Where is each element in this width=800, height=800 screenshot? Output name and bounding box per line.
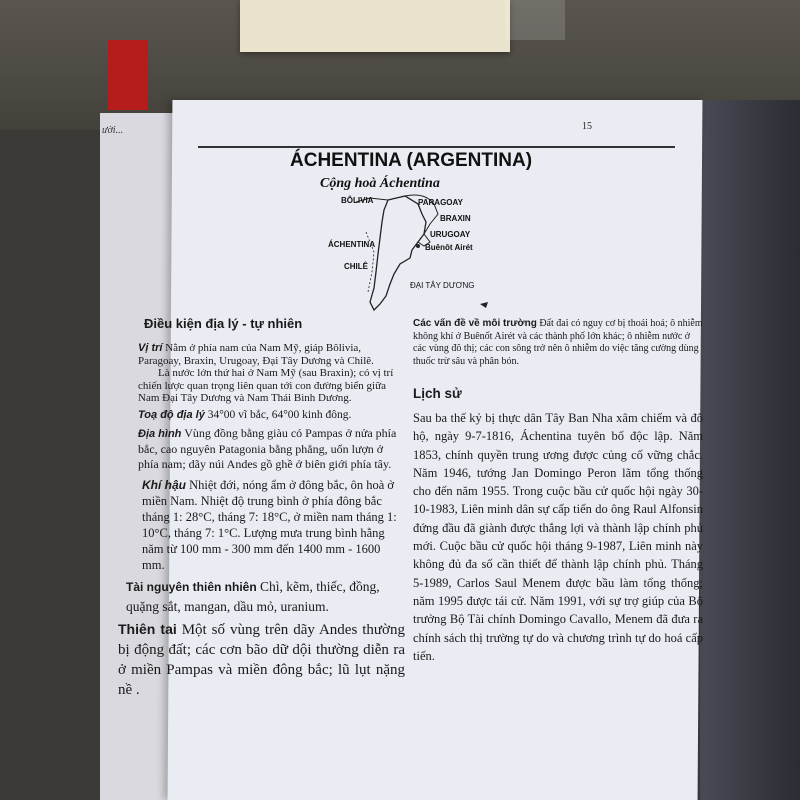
khihau-text: Nhiệt đới, nóng ẩm ở đông bắc, ôn hoà ở miền Nam. Nhiệt độ trung bình ở phía đông bắc tháng 1: 28°C, tháng 7: 18°C, ở miền nam tháng 1: 10°C, tháng 7: 1°C. Lượng mưa trung bình hằng năm từ 100 mm - 300 mm đến 1400 mm - 1600 mm. [142, 477, 397, 572]
map-label-chile: CHILÊ [344, 262, 368, 271]
tainguyen-term: Tài nguyên thiên nhiên [126, 579, 257, 594]
map-label-bolivia: BÔLIVIA [341, 196, 374, 205]
geography-column [118, 316, 405, 700]
geography-heading: Điều kiện địa lý - tự nhiên [144, 316, 303, 331]
plastic-wrap [505, 0, 565, 40]
map-label-paragoay: PARAGOAY [418, 198, 463, 207]
toado-term: Toạ độ địa lý [138, 408, 205, 421]
env-paragraph [413, 318, 703, 368]
map-label-braxin: BRAXIN [440, 214, 471, 223]
country-title: ÁCHENTINA (ARGENTINA) [290, 150, 533, 171]
diahinh-text: Vùng đồng bằng giàu có Pampas ở nửa phía bắc, cao nguyên Patagonia bằng phẳng, uốn lượn ở phía nam; dãy núi Andes gồ ghề ở biên giới phía tây. [138, 425, 397, 471]
khihau-paragraph [142, 477, 405, 573]
left-page-header: ười... [102, 125, 124, 136]
toado-text: 34°00 vĩ bắc, 64°00 kinh đông. [207, 408, 352, 421]
page-number: 15 [582, 121, 592, 132]
tainguyen-paragraph [126, 577, 405, 616]
vitri-paragraph [138, 342, 405, 367]
white-box [240, 0, 510, 52]
map-label-buenos-aires: Buênôt Airét [425, 243, 473, 252]
vitri-extra-text: Là nước lớn thứ hai ở Nam Mỹ (sau Braxin); có vị trí chiến lược quan trọng liên quan tới con đường biển giữa Nam Đại Tây Dương và Nam Thái Bình Dương. [138, 367, 394, 404]
khihau-term: Khí hậu [142, 477, 186, 492]
history-heading: Lịch sử [413, 386, 462, 401]
diahinh-term: Địa hình [138, 427, 182, 440]
thientai-term: Thiên tai [118, 620, 177, 637]
book-edge [700, 100, 800, 800]
diahinh-paragraph [138, 426, 405, 472]
title-rule [198, 146, 675, 148]
map-label-ocean: ĐẠI TÂY DƯƠNG [410, 281, 475, 290]
thientai-paragraph [118, 619, 405, 700]
map-label-achentina: ÁCHENTINA [328, 240, 376, 249]
red-book [108, 40, 148, 110]
env-term: Các vấn đề về môi trường [413, 318, 537, 329]
history-text: Sau ba thế kỷ bị thực dân Tây Ban Nha xâm chiếm và đô hộ, ngày 9-7-1816, Áchentina tuyên bố độc lập. Năm 1853, chính quyền trung ương được củng cố vững chắc. Năm 1946, tướng Jan Domingo Peron lãm tổng thống cho đến năm 1955. Trong cuộc bầu cử quốc hội ngày 30-10-1983, Liên minh dân sự cấp tiến do ông Raul Alfonsin đứng đầu đã giành được thắng lợi và thành lập chính phủ mới. Cuộc bầu cử quốc hội tháng 9-1987, Liên minh này không đủ đa số cần thiết để thành lập chính phủ. Tháng 5-1989, Carlos Saul Menem được bầu làm tổng thống; năm 1995 được tái cử. Năm 1991, với sự trợ giúp của Bộ trưởng Bộ Tài chính Domingo Cavallo, Menem đã đưa ra chính sách thị trường tự do và chương trình tự do hoá cấp tiến. [413, 411, 703, 663]
env-text: Đất đai có nguy cơ bị thoái hoá; ô nhiễm không khí ở Buênốt Airét và các thành phố lớn khác; ô nhiễm nước ở các vùng đô thị; các con sông trở nên ô nhiễm do việc tăng cường dùng thuốc trừ sâu và phân bón. [413, 318, 703, 367]
country-map [330, 192, 530, 322]
argentina-outline [330, 192, 530, 322]
vitri-text: Nằm ở phía nam của Nam Mỹ, giáp Bôlivia, Paragoay, Braxin, Urugoay, Đại Tây Dương và Chilê. [138, 342, 374, 367]
right-column [413, 318, 703, 665]
tainguyen-text: Chì, kẽm, thiếc, đồng, quặng sắt, mangan, dầu mỏ, uranium. [126, 578, 380, 614]
vitri-term: Vị trí [138, 342, 163, 354]
toado-paragraph [138, 408, 405, 423]
thientai-text: Một số vùng trên dãy Andes thường bị động đất; các cơn bão dữ dội thường diễn ra ở miền Pampas và miền đông bắc; lũ lụt nặng nề . [118, 621, 405, 698]
vitri-extra [138, 367, 405, 405]
country-subtitle: Cộng hoà Áchentina [320, 176, 440, 191]
map-label-urugoay: URUGOAY [430, 230, 471, 239]
